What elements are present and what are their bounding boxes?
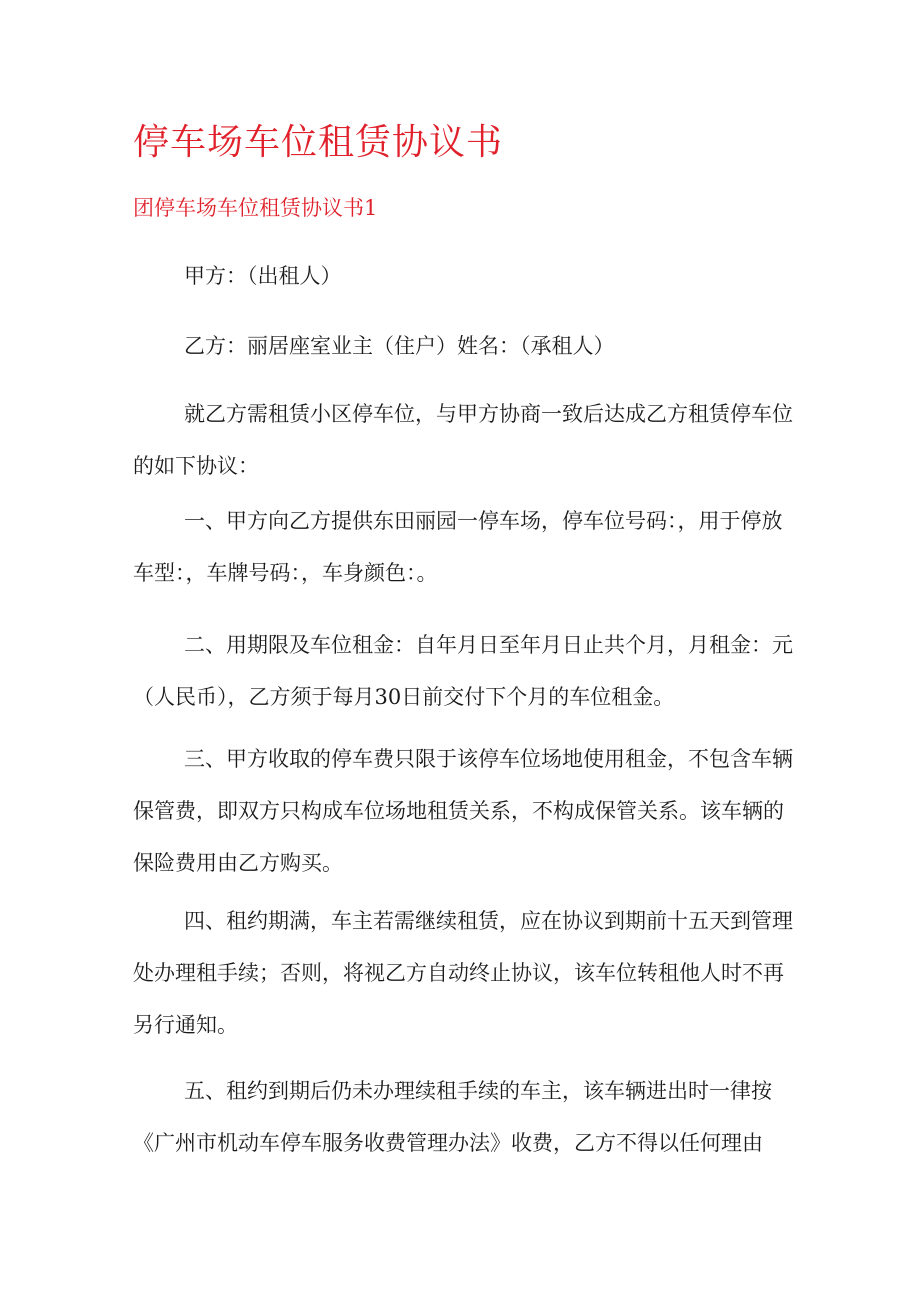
clause-2-paragraph: 二、用期限及车位租金：自年月日至年月日止共个月，月租金：元（人民币），乙方须于每月30日前交付下个月的车位租金。 [133,633,793,709]
party-b-line: 乙方：丽居座室业主（住户）姓名：（承租人） [184,334,615,358]
clause-4-paragraph: 四、租约期满，车主若需继续租赁，应在协议到期前十五天到管理处办理租手续；否则，将视乙方自动终止协议，该车位转租他人时不再另行通知。 [133,909,793,1037]
document-title: 停车场车位租赁协议书 [133,122,504,163]
clause-3-paragraph: 三、甲方收取的停车费只限于该停车位场地使用租金，不包含车辆保管费，即双方只构成车位场地租赁关系，不构成保管关系。该车辆的保险费用由乙方购买。 [133,747,793,875]
document-subtitle: 团停车场车位租赁协议书1 [133,196,378,220]
clause-1-paragraph: 一、甲方向乙方提供东田丽园一停车场，停车位号码：，用于停放车型：，车牌号码：，车身颜色：。 [133,509,783,585]
intro-paragraph: 就乙方需租赁小区停车位，与甲方协商一致后达成乙方租赁停车位的如下协议： [133,402,793,478]
clause-5-paragraph: 五、租约到期后仍未办理续租手续的车主，该车辆进出时一律按《广州市机动车停车服务收费管理办法》收费，乙方不得以任何理由 [133,1079,772,1155]
party-a-line: 甲方：（出租人） [184,264,342,288]
